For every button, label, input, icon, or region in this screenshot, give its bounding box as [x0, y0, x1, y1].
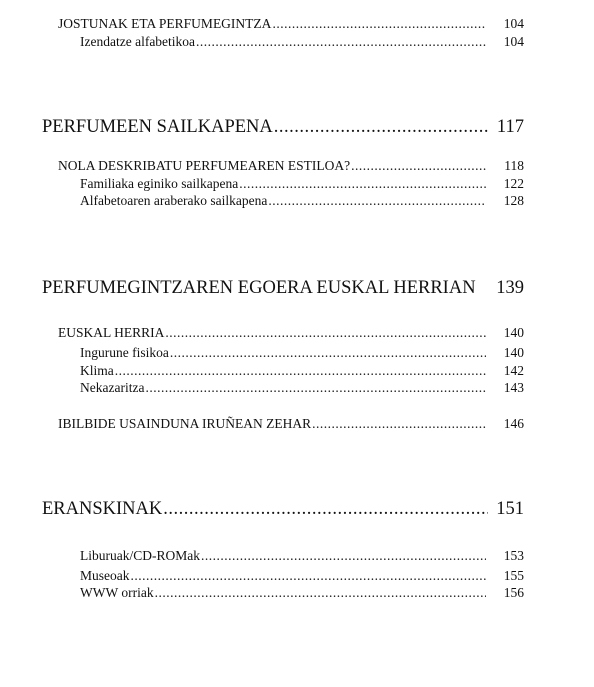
dot-leader: [268, 193, 486, 209]
toc-entry-title: IBILBIDE USAINDUNA IRUÑEAN ZEHAR: [58, 416, 312, 431]
toc-entry-title: Nekazaritza: [80, 380, 145, 395]
toc-entry-title: WWW orriak: [80, 585, 154, 600]
toc-entry: [80, 548, 524, 564]
toc-entry-page: 122: [503, 176, 524, 191]
toc-chapter-page: 151: [496, 499, 524, 519]
dot-leader: [312, 416, 486, 432]
toc-entry-page: 118: [504, 158, 524, 173]
toc-entry: [80, 193, 524, 209]
toc-entry-page: 156: [503, 585, 524, 600]
toc-entry: [80, 585, 524, 601]
toc-entry-title: Alfabetoaren araberako sailkapena: [80, 193, 268, 208]
dot-leader: [196, 34, 486, 50]
dot-leader: [131, 568, 487, 584]
toc-entry-title: Ingurune fisikoa: [80, 345, 169, 360]
toc-entry-page: 155: [503, 568, 524, 583]
toc-entry-title: Klima: [80, 363, 114, 378]
toc-entry-page: 104: [503, 34, 524, 49]
toc-entry: [80, 176, 524, 192]
dot-leader: [165, 325, 486, 341]
dot-leader: [272, 16, 486, 32]
toc-entry-title: Museoak: [80, 568, 130, 583]
toc-chapter: [42, 117, 524, 138]
dot-leader: [163, 499, 488, 520]
toc-entry-title: Familiaka eginiko sailkapena: [80, 176, 239, 191]
toc-entry: [58, 16, 524, 32]
toc-entry-page: 153: [503, 548, 524, 563]
dot-leader: [201, 548, 486, 564]
toc-entry-title: EUSKAL HERRIA: [58, 325, 165, 340]
toc-entry: [58, 416, 524, 432]
toc-entry: [80, 345, 524, 361]
toc-entry-page: 128: [503, 193, 524, 208]
dot-leader: [274, 117, 489, 138]
toc-chapter-title: PERFUMEGINTZAREN EGOERA EUSKAL HERRIAN: [42, 278, 476, 298]
toc-entry-title: JOSTUNAK ETA PERFUMEGINTZA: [58, 16, 272, 31]
toc-chapter-page: 139: [496, 278, 524, 298]
toc-chapter-title: PERFUMEEN SAILKAPENA: [42, 117, 273, 137]
toc-entry: [58, 325, 524, 341]
toc-entry: [58, 158, 524, 174]
toc-entry-page: 146: [503, 416, 524, 431]
toc-chapter: [42, 499, 524, 520]
toc-entry: [80, 380, 524, 396]
toc-chapter-title: ERANSKINAK: [42, 499, 163, 519]
toc-chapter: [42, 278, 524, 299]
toc-entry-page: 140: [503, 325, 524, 340]
dot-leader: [155, 585, 486, 601]
toc-entry-page: 104: [503, 16, 524, 31]
dot-leader: [115, 363, 486, 379]
toc-entry-title: Liburuak/CD-ROMak: [80, 548, 200, 563]
toc-entry-page: 140: [503, 345, 524, 360]
dot-leader: [351, 158, 486, 174]
toc-chapter-page: 117: [496, 117, 524, 137]
toc-entry: [80, 568, 524, 584]
toc-entry-title: Izendatze alfabetikoa: [80, 34, 196, 49]
toc-entry-page: 143: [503, 380, 524, 395]
toc-entry-page: 142: [503, 363, 524, 378]
toc-entry: [80, 363, 524, 379]
dot-leader: [170, 345, 486, 361]
toc-entry-title: NOLA DESKRIBATU PERFUMEAREN ESTILOA?: [58, 158, 351, 173]
dot-leader: [239, 176, 486, 192]
dot-leader: [145, 380, 486, 396]
toc-entry: [80, 34, 524, 50]
